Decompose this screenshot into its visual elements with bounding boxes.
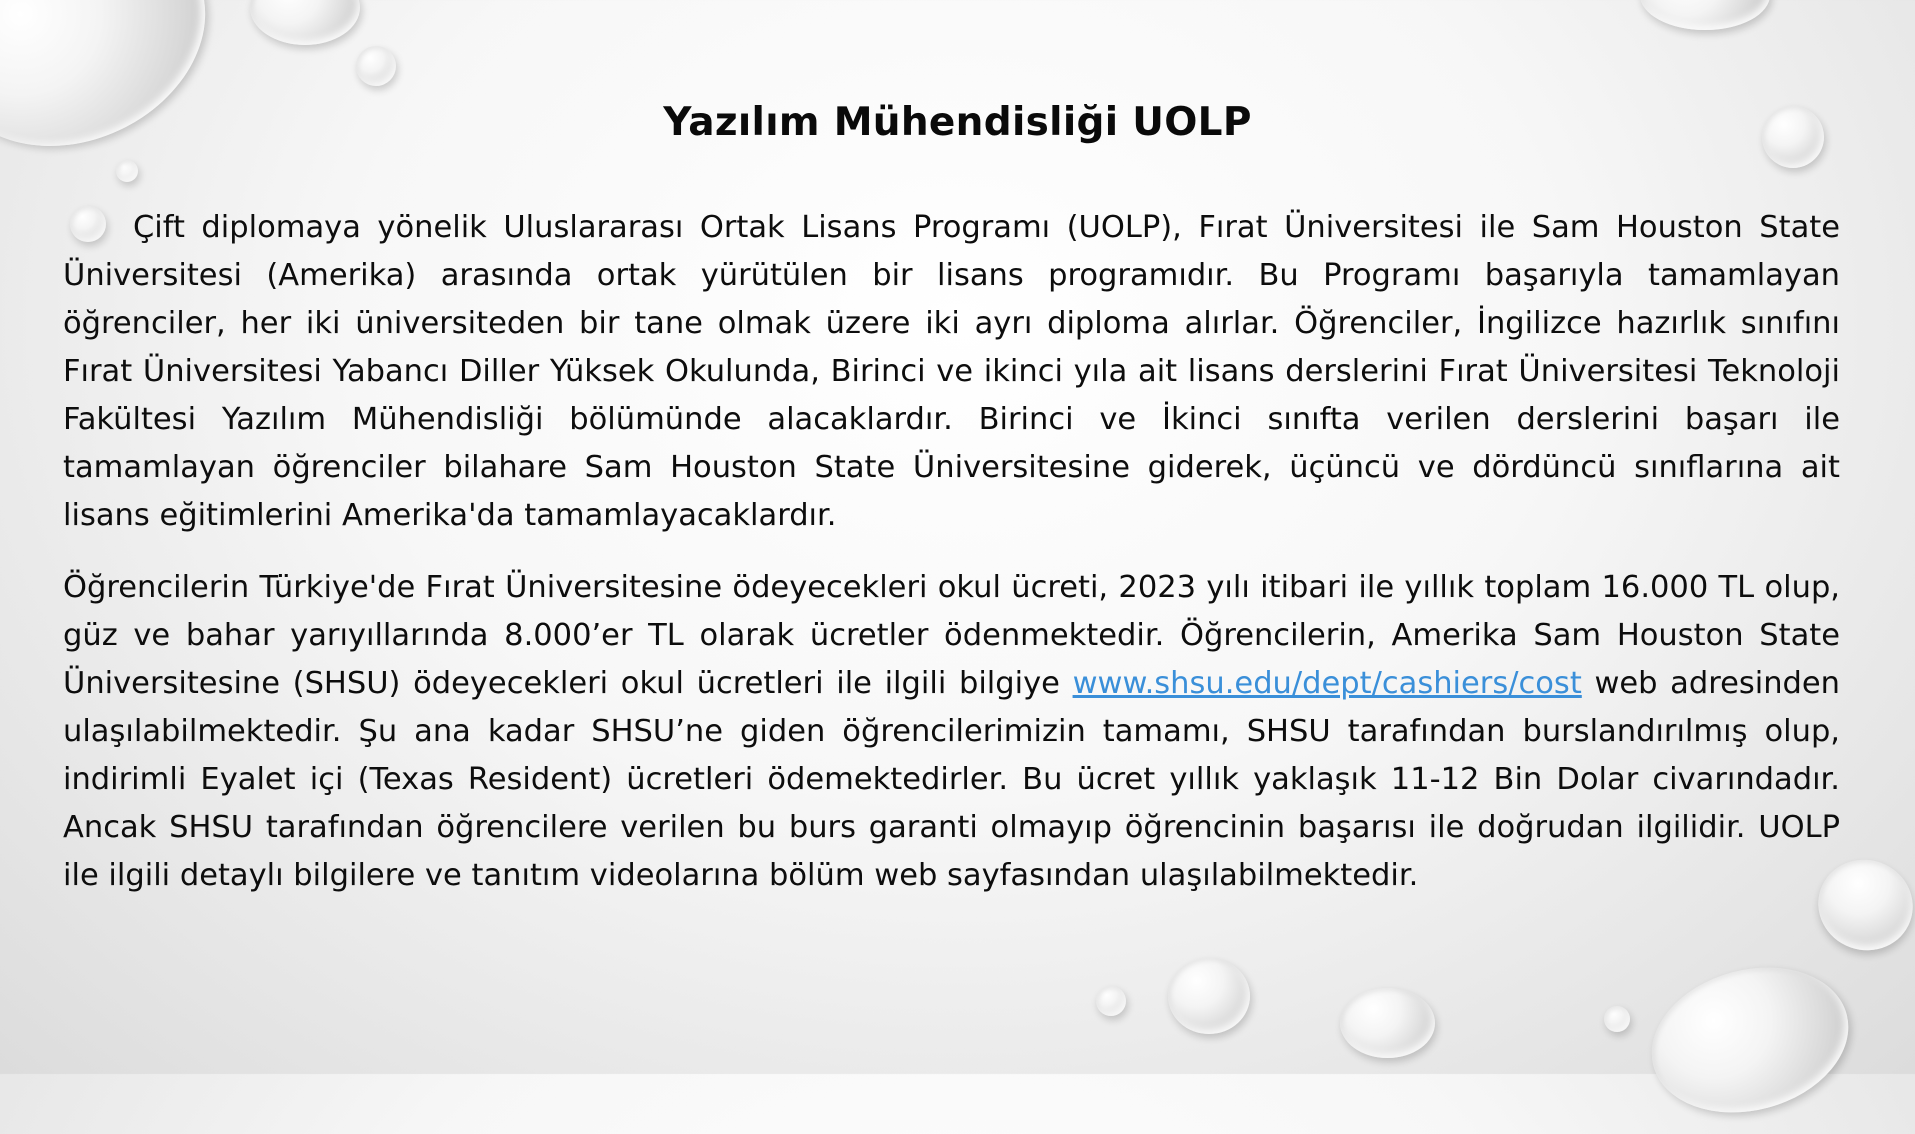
slide-body [63, 204, 1840, 924]
water-drop-decoration [1604, 1006, 1630, 1032]
paragraph-fees [63, 564, 1840, 900]
slide-title: Yazılım Mühendisliği UOLP [663, 100, 1252, 145]
water-drop-decoration [1635, 947, 1864, 1134]
water-drop-decoration [1096, 986, 1126, 1016]
water-drop-decoration [116, 160, 138, 182]
shsu-cost-link[interactable]: www.shsu.edu/dept/cashiers/cost [1072, 666, 1582, 701]
water-drop-decoration [1640, 0, 1770, 30]
water-drop-decoration [1168, 958, 1250, 1034]
paragraph2-text-start: Öğrencilerin Türkiye'de Fırat Üniversitesine ödeyecekleri okul ücreti, 2023 yılı itibari ile yıllık toplam 16.000 TL olup, güz ve bahar yarıyıllarında 8.000’er TL olarak ücretler ödenmektedir. Öğrencilerin, Amerika Sam Houston State Üniversitesine (SHSU) ödeyecekleri okul ücretleri ile ilgili bilgiye [63, 570, 1840, 701]
water-drop-decoration [0, 0, 242, 187]
water-drop-decoration [250, 0, 360, 45]
water-drop-decoration [356, 46, 396, 86]
paragraph-program-description [63, 204, 1840, 540]
paragraph2-text-end: web adresinden ulaşılabilmektedir. Şu ana kadar SHSU’ne giden öğrencilerimizin tamamı, SHSU tarafından burslandırılmış olup, indirimli Eyalet içi (Texas Resident) ücretleri ödemektedirler. Bu ücret yıllık yaklaşık 11-12 Bin Dolar civarındadır. Ancak SHSU tarafından öğrencilere verilen bu burs garanti olmayıp öğrencinin başarısı ile doğrudan ilgilidir. UOLP ile ilgili detaylı bilgilere ve tanıtım videolarına bölüm web sayfasından ulaşılabilmektedir. [63, 666, 1840, 893]
paragraph1-text: Çift diplomaya yönelik Uluslararası Ortak Lisans Programı (UOLP), Fırat Üniversitesi ile Sam Houston State Üniversitesi (Amerika) arasında ortak yürütülen bir lisans programıdır. Bu Programı başarıyla tamamlayan öğrenciler, her iki üniversiteden bir tane olmak üzere iki ayrı diploma alırlar. Öğrenciler, İngilizce hazırlık sınıfını Fırat Üniversitesi Yabancı Diller Yüksek Okulunda, Birinci ve ikinci yıla ait lisans derslerini Fırat Üniversitesi Teknoloji Fakültesi Yazılım Mühendisliği bölümünde alacaklardır. Birinci ve İkinci sınıfta verilen derslerini başarı ile tamamlayan öğrenciler bilahare Sam Houston State Üniversitesine giderek, üçüncü ve dördüncü sınıflarına ait lisans eğitimlerini Amerika'da tamamlayacaklardır. [63, 210, 1840, 533]
water-drop-decoration [1340, 988, 1435, 1058]
